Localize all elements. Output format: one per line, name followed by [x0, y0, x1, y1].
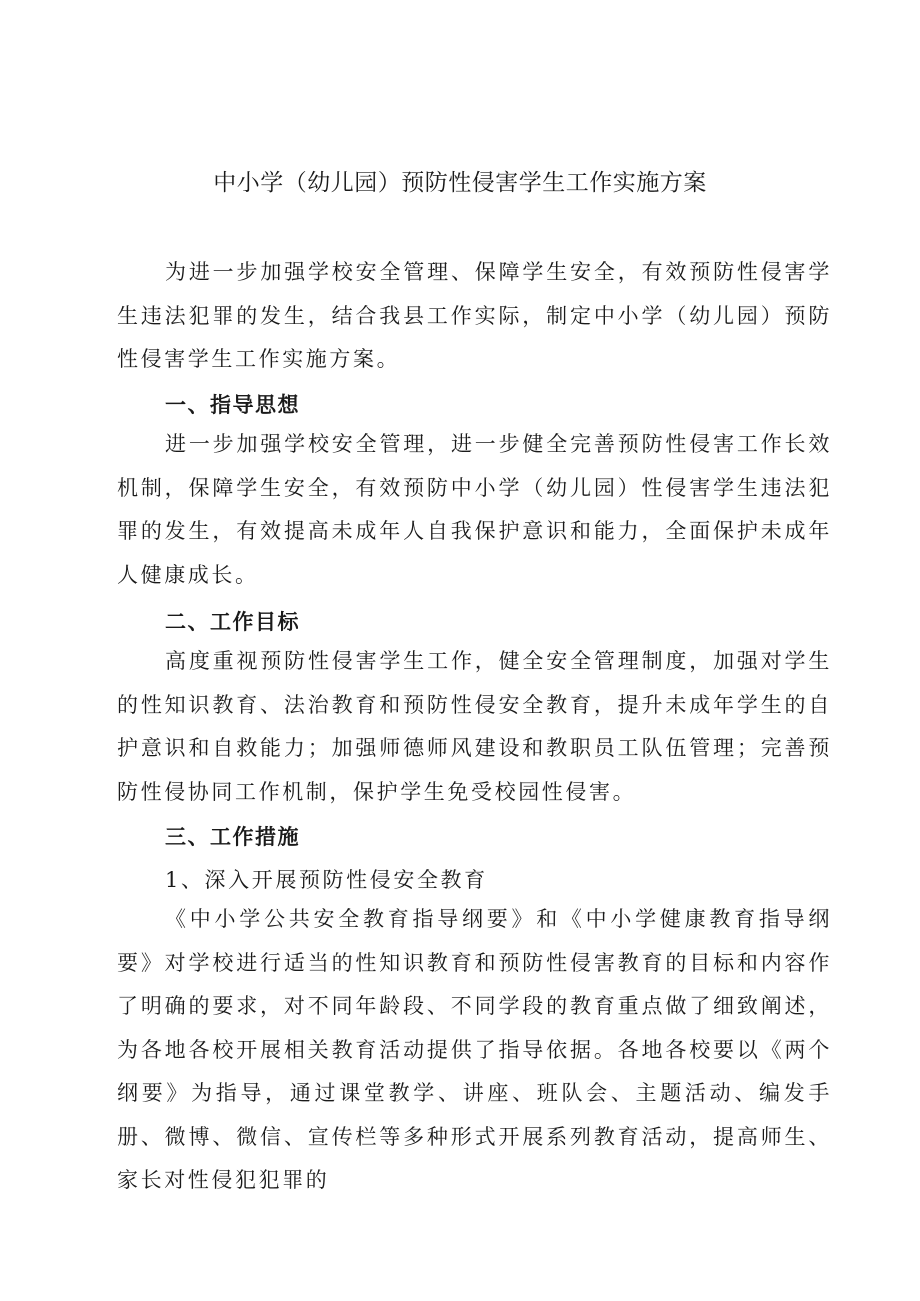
- section-body-work-goals: 高度重视预防性侵害学生工作，健全安全管理制度，加强对学生的性知识教育、法治教育和预防性侵安全教育，提升未成年学生的自护意识和自救能力；加强师德师风建设和教职员工队伍管理；完善预防性侵协同工作机制，保护学生免受校园性侵害。: [117, 649, 832, 804]
- document-title: 中小学（幼儿园）预防性侵害学生工作实施方案: [213, 170, 707, 196]
- intro-paragraph: 为进一步加强学校安全管理、保障学生安全，有效预防性侵害学生违法犯罪的发生，结合我县工作实际，制定中小学（幼儿园）预防性侵害学生工作实施方案。: [117, 260, 832, 371]
- section-heading-work-goals: 二、工作目标: [165, 610, 300, 634]
- section-heading-work-measures: 三、工作措施: [165, 825, 300, 849]
- subsection-heading-safety-education: 1、深入开展预防性侵安全教育: [165, 868, 488, 892]
- section-body-work-measures: 《中小学公共安全教育指导纲要》和《中小学健康教育指导纲要》对学校进行适当的性知识教育和预防性侵害教育的目标和内容作了明确的要求，对不同年龄段、不同学段的教育重点做了细致阐述，为各地各校开展相关教育活动提供了指导依据。各地各校要以《两个纲要》为指导，通过课堂教学、讲座、班队会、主题活动、编发手册、微博、微信、宣传栏等多种形式开展系列教育活动，提高师生、家长对性侵犯犯罪的: [117, 907, 832, 1192]
- section-heading-guiding-ideology: 一、指导思想: [165, 393, 300, 417]
- section-body-guiding-ideology: 进一步加强学校安全管理，进一步健全完善预防性侵害工作长效机制，保障学生安全，有效预防中小学（幼儿园）性侵害学生违法犯罪的发生，有效提高未成年人自我保护意识和能力，全面保护未成年人健康成长。: [117, 432, 832, 587]
